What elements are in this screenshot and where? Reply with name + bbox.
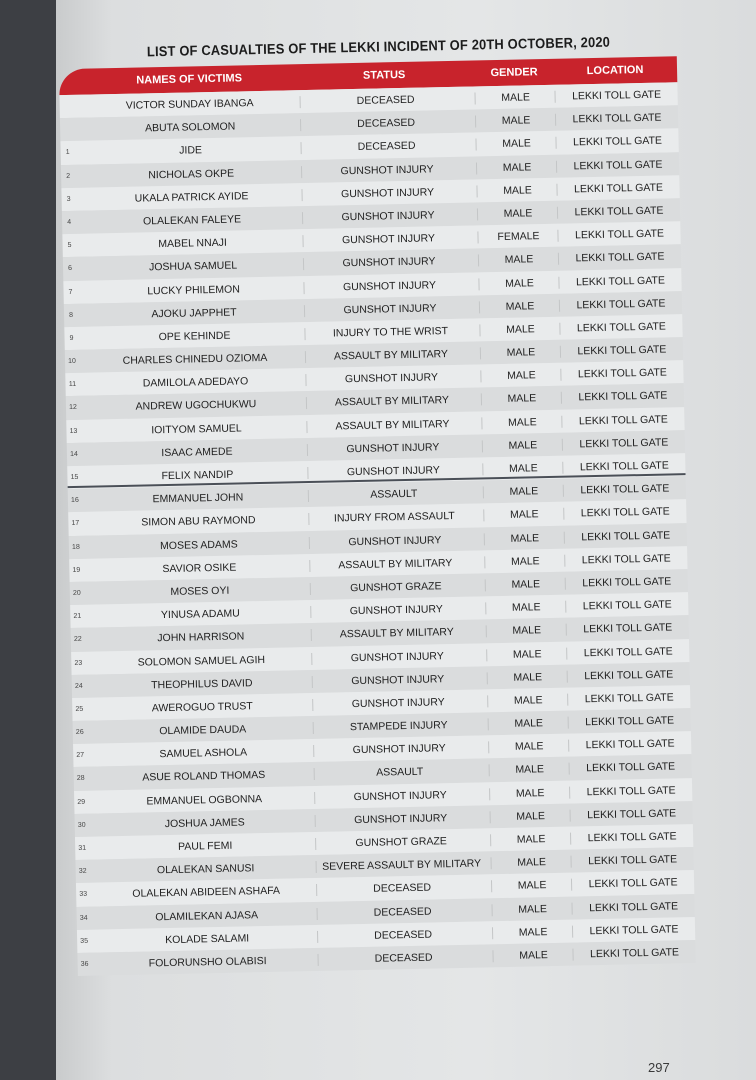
- victim-location: LEKKI TOLL GATE: [567, 668, 690, 683]
- victim-gender: MALE: [484, 554, 565, 568]
- victim-gender: MALE: [477, 207, 558, 221]
- row-number: 34: [79, 914, 88, 922]
- victim-status: DECEASED: [300, 116, 471, 132]
- victim-name: THEOPHILUS DAVID: [151, 676, 253, 692]
- victim-location: LEKKI TOLL GATE: [572, 923, 695, 938]
- victim-location: LEKKI TOLL GATE: [564, 529, 687, 544]
- victim-location: LEKKI TOLL GATE: [557, 227, 680, 242]
- victim-status: GUNSHOT INJURY: [302, 208, 473, 224]
- victim-location: LEKKI TOLL GATE: [558, 274, 681, 289]
- row-number: 11: [68, 381, 77, 389]
- victim-name: LUCKY PHILEMON: [147, 282, 240, 297]
- row-number: 17: [71, 520, 80, 528]
- victim-location: LEKKI TOLL GATE: [557, 204, 680, 219]
- victim-name: EMMANUEL JOHN: [152, 491, 244, 506]
- victim-status: GUNSHOT INJURY: [313, 742, 484, 758]
- victim-status: GUNSHOT INJURY: [307, 463, 478, 479]
- victim-location: LEKKI TOLL GATE: [566, 645, 689, 660]
- victim-gender: MALE: [484, 531, 565, 545]
- victim-name: JOSHUA JAMES: [164, 816, 245, 830]
- victim-location: LEKKI TOLL GATE: [570, 830, 693, 845]
- victim-status: GUNSHOT INJURY: [314, 788, 485, 804]
- victim-gender: MALE: [492, 949, 573, 963]
- victim-location: LEKKI TOLL GATE: [570, 853, 693, 868]
- victim-gender: MALE: [488, 717, 569, 731]
- victim-location: LEKKI TOLL GATE: [555, 111, 678, 126]
- victim-gender: MALE: [489, 763, 570, 777]
- row-number: 18: [71, 543, 80, 551]
- row-number: 33: [79, 891, 88, 899]
- row-number: 9: [69, 334, 74, 342]
- victim-status: ASSAULT BY MILITARY: [311, 626, 482, 642]
- page-number: 297: [648, 1060, 670, 1075]
- victim-location: LEKKI TOLL GATE: [556, 158, 679, 173]
- victim-name: ANDREW UGOCHUKWU: [135, 398, 257, 414]
- row-number: 8: [69, 311, 74, 319]
- header-names: NAMES OF VICTIMS: [136, 72, 243, 87]
- row-number: 14: [69, 450, 78, 458]
- row-number: 10: [68, 357, 76, 366]
- victim-name: FELIX NANDIP: [161, 468, 234, 483]
- victim-name: VICTOR SUNDAY IBANGA: [125, 97, 254, 112]
- victim-status: SEVERE ASSAULT BY MILITARY: [316, 858, 487, 874]
- victim-name: JOHN HARRISON: [157, 630, 245, 645]
- victim-location: LEKKI TOLL GATE: [562, 459, 685, 474]
- table-body: [59, 82, 695, 976]
- victim-name: YINUSA ADAMU: [160, 607, 240, 622]
- row-number: 13: [69, 427, 78, 435]
- row-number: 3: [66, 195, 71, 203]
- victim-gender: MALE: [491, 856, 572, 870]
- victim-location: LEKKI TOLL GATE: [570, 807, 693, 822]
- victim-gender: MALE: [488, 740, 569, 754]
- victim-status: GUNSHOT INJURY: [301, 185, 472, 201]
- row-number: 2: [66, 172, 71, 180]
- victim-status: GUNSHOT INJURY: [312, 695, 483, 711]
- victim-status: ASSAULT BY MILITARY: [306, 394, 477, 410]
- victim-location: LEKKI TOLL GATE: [554, 88, 677, 103]
- victim-gender: MALE: [486, 647, 567, 661]
- row-number: 29: [77, 798, 86, 806]
- victim-location: LEKKI TOLL GATE: [565, 598, 688, 613]
- victim-gender: MALE: [481, 415, 562, 429]
- row-number: 36: [80, 960, 89, 968]
- row-number: 4: [67, 218, 72, 226]
- victim-gender: MALE: [476, 160, 557, 174]
- victim-name: AJOKU JAPPHET: [151, 306, 237, 320]
- victim-status: DECEASED: [317, 904, 488, 920]
- victim-status: GUNSHOT INJURY: [307, 440, 478, 456]
- victim-name: MOSES OYI: [170, 584, 230, 598]
- victim-name: ABUTA SOLOMON: [144, 120, 236, 135]
- victim-status: DECEASED: [316, 881, 487, 897]
- victim-location: LEKKI TOLL GATE: [566, 621, 689, 636]
- row-number: 1: [65, 149, 70, 157]
- victim-status: INJURY FROM ASSAULT: [308, 510, 479, 526]
- victim-status: STAMPEDE INJURY: [313, 718, 484, 734]
- victim-location: LEKKI TOLL GATE: [571, 876, 694, 891]
- victim-location: LEKKI TOLL GATE: [560, 343, 683, 358]
- victim-name: MOSES ADAMS: [159, 538, 238, 552]
- row-number: 35: [80, 937, 89, 945]
- victim-status: GUNSHOT INJURY: [311, 649, 482, 665]
- victim-name: OLALEKAN FALEYE: [142, 213, 242, 228]
- victim-gender: MALE: [487, 694, 568, 708]
- victim-name: NICHOLAS OKPE: [148, 167, 235, 181]
- victim-status: GUNSHOT INJURY: [304, 301, 475, 317]
- victim-status: INJURY TO THE WRIST: [304, 324, 475, 340]
- row-number: 16: [70, 497, 79, 505]
- victim-status: DECEASED: [317, 950, 488, 966]
- victim-status: ASSAULT BY MILITARY: [309, 556, 480, 572]
- victim-name: DAMILOLA ADEDAYO: [142, 375, 249, 390]
- document-page: [56, 0, 756, 1080]
- row-number: 15: [70, 473, 79, 482]
- victim-location: LEKKI TOLL GATE: [564, 552, 687, 567]
- victim-location: LEKKI TOLL GATE: [572, 946, 695, 961]
- victim-status: DECEASED: [300, 93, 471, 109]
- victim-location: LEKKI TOLL GATE: [563, 482, 686, 497]
- row-number: 27: [76, 752, 85, 760]
- header-location: LOCATION: [586, 63, 644, 78]
- victim-name: SIMON ABU RAYMOND: [141, 514, 256, 529]
- victim-status: ASSAULT: [314, 765, 485, 781]
- victim-name: MABEL NNAJI: [158, 236, 227, 251]
- victim-name: JIDE: [179, 144, 203, 158]
- victim-gender: MALE: [490, 809, 571, 823]
- row-number: 31: [78, 844, 87, 852]
- victim-status: GUNSHOT INJURY: [303, 278, 474, 294]
- victim-name: SOLOMON SAMUEL AGIH: [137, 653, 266, 669]
- victim-name: PAUL FEMI: [177, 839, 233, 853]
- victim-name: JOSHUA SAMUEL: [148, 259, 238, 274]
- row-number: 32: [78, 867, 87, 876]
- victim-status: ASSAULT BY MILITARY: [306, 417, 477, 433]
- victim-gender: MALE: [487, 670, 568, 684]
- victim-location: LEKKI TOLL GATE: [563, 506, 686, 521]
- victim-location: LEKKI TOLL GATE: [562, 436, 685, 451]
- header-gender: GENDER: [490, 66, 538, 80]
- victim-gender: MALE: [491, 879, 572, 893]
- row-number: 5: [67, 242, 72, 250]
- row-number: 26: [75, 728, 84, 737]
- victim-gender: FEMALE: [477, 230, 558, 244]
- row-number: 20: [72, 589, 81, 597]
- victim-gender: MALE: [486, 624, 567, 638]
- victim-gender: MALE: [489, 786, 570, 800]
- victim-status: GUNSHOT INJURY: [310, 603, 481, 619]
- victim-location: LEKKI TOLL GATE: [555, 135, 678, 150]
- victim-status: GUNSHOT INJURY: [303, 255, 474, 271]
- victim-location: LEKKI TOLL GATE: [567, 691, 690, 706]
- victim-gender: MALE: [482, 462, 563, 476]
- row-number: 12: [69, 404, 77, 412]
- row-number: 22: [73, 636, 82, 644]
- victim-name: CHARLES CHINEDU OZIOMA: [122, 351, 268, 367]
- victim-name: FOLORUNSHO OLABISI: [148, 954, 267, 970]
- victim-status: DECEASED: [317, 927, 488, 943]
- victim-name: OLAMIDE DAUDA: [159, 723, 247, 738]
- victim-status: GUNSHOT INJURY: [309, 533, 480, 549]
- victim-location: LEKKI TOLL GATE: [559, 297, 682, 312]
- victim-name: KOLADE SALAMI: [165, 932, 250, 946]
- victim-name: OLAMILEKAN AJASA: [155, 908, 259, 923]
- victim-status: ASSAULT BY MILITARY: [305, 348, 476, 364]
- victim-gender: MALE: [480, 346, 561, 360]
- victim-status: GUNSHOT INJURY: [305, 371, 476, 387]
- victim-status: GUNSHOT INJURY: [301, 162, 472, 178]
- row-number: 24: [74, 682, 83, 690]
- victim-gender: MALE: [485, 601, 566, 615]
- victim-gender: MALE: [474, 91, 555, 105]
- victim-name: ISAAC AMEDE: [161, 445, 233, 459]
- victim-status: ASSAULT: [308, 487, 479, 503]
- victim-gender: MALE: [492, 925, 573, 939]
- victim-location: LEKKI TOLL GATE: [571, 900, 694, 915]
- victim-location: LEKKI TOLL GATE: [561, 390, 684, 405]
- victim-location: LEKKI TOLL GATE: [568, 737, 691, 752]
- victim-status: GUNSHOT INJURY: [315, 811, 486, 827]
- row-number: 30: [77, 821, 86, 829]
- casualty-table: [56, 0, 756, 1080]
- victim-gender: MALE: [478, 253, 559, 267]
- victim-gender: MALE: [476, 184, 557, 198]
- victim-status: GUNSHOT INJURY: [302, 232, 473, 248]
- victim-location: LEKKI TOLL GATE: [558, 251, 681, 266]
- row-number: 6: [68, 265, 73, 273]
- victim-name: OLALEKAN ABIDEEN ASHAFA: [132, 885, 281, 901]
- victim-gender: MALE: [478, 276, 559, 290]
- victim-location: LEKKI TOLL GATE: [556, 181, 679, 196]
- victim-name: IOITYOM SAMUEL: [151, 422, 242, 436]
- victim-status: GUNSHOT GRAZE: [315, 834, 486, 850]
- victim-location: LEKKI TOLL GATE: [559, 320, 682, 335]
- victim-name: ASUE ROLAND THOMAS: [142, 769, 266, 785]
- victim-name: EMMANUEL OGBONNA: [146, 792, 263, 808]
- victim-name: UKALA PATRICK AYIDE: [134, 189, 249, 205]
- row-number: 7: [68, 288, 73, 296]
- victim-location: LEKKI TOLL GATE: [569, 784, 692, 799]
- victim-gender: MALE: [491, 902, 572, 916]
- header-status: STATUS: [362, 68, 406, 82]
- row-number: 23: [74, 659, 83, 667]
- row-number: 28: [76, 775, 85, 783]
- row-number: 19: [72, 566, 81, 574]
- victim-gender: MALE: [479, 299, 560, 313]
- victim-gender: MALE: [481, 392, 562, 406]
- row-number: 21: [73, 612, 82, 621]
- victim-gender: MALE: [490, 833, 571, 847]
- victim-name: OPE KEHINDE: [158, 329, 231, 344]
- victim-gender: MALE: [483, 485, 564, 499]
- victim-status: GUNSHOT INJURY: [312, 672, 483, 688]
- victim-location: LEKKI TOLL GATE: [561, 413, 684, 428]
- victim-gender: MALE: [479, 323, 560, 337]
- victim-name: SAVIOR OSIKE: [162, 561, 237, 575]
- victim-location: LEKKI TOLL GATE: [565, 575, 688, 590]
- victim-gender: MALE: [485, 578, 566, 592]
- victim-status: GUNSHOT GRAZE: [310, 579, 481, 595]
- row-number: 25: [75, 705, 84, 713]
- victim-gender: MALE: [482, 439, 563, 453]
- victim-location: LEKKI TOLL GATE: [560, 366, 683, 381]
- page-title: LIST OF CASUALTIES OF THE LEKKI INCIDENT OF 20TH OCTOBER, 2020: [146, 33, 611, 60]
- victim-gender: MALE: [483, 508, 564, 522]
- victim-name: AWEROGUO TRUST: [151, 700, 253, 715]
- victim-name: SAMUEL ASHOLA: [159, 746, 248, 761]
- victim-name: OLALEKAN SANUSI: [156, 862, 255, 877]
- victim-location: LEKKI TOLL GATE: [568, 714, 691, 729]
- victim-gender: MALE: [480, 369, 561, 383]
- victim-status: DECEASED: [300, 139, 471, 155]
- victim-location: LEKKI TOLL GATE: [569, 761, 692, 776]
- victim-gender: MALE: [475, 137, 556, 151]
- victim-gender: MALE: [475, 114, 556, 128]
